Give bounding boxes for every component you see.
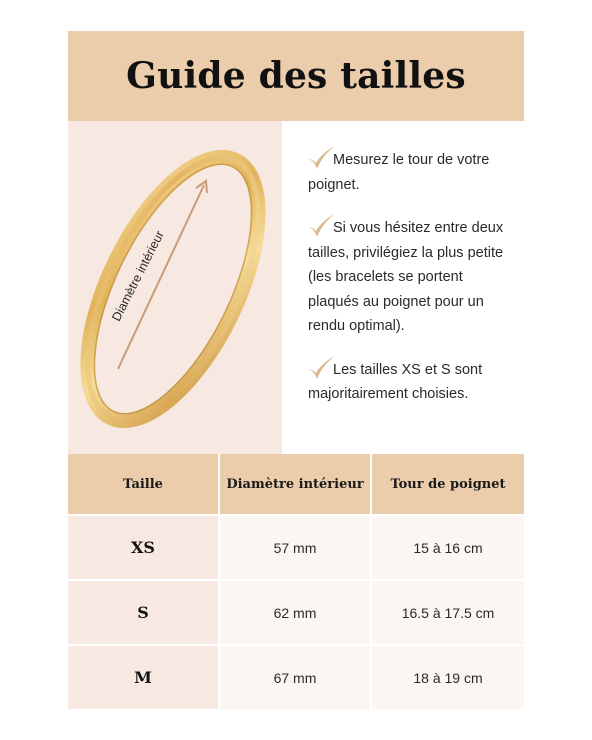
- diameter-label: Diamètre intérieur: [109, 228, 167, 324]
- size-table: [68, 454, 524, 711]
- diameter-value: 57 mm: [273, 539, 317, 556]
- diameter-value: 67 mm: [273, 669, 317, 686]
- size-label: XS: [131, 538, 155, 557]
- table-row: [68, 516, 524, 581]
- table-cell: [220, 646, 372, 711]
- check-icon: [306, 145, 336, 171]
- table-cell: [372, 516, 524, 581]
- bracelet-illustration: [68, 121, 282, 454]
- bracelet-image: [68, 121, 282, 454]
- header-diametre: Diamètre intérieur: [226, 476, 364, 492]
- wrist-value: 16.5 à 17.5 cm: [401, 604, 495, 621]
- header-taille: Taille: [123, 476, 163, 492]
- table-cell: [220, 516, 372, 581]
- tip-item: [308, 148, 514, 197]
- check-icon: [306, 355, 336, 381]
- table-cell: [68, 646, 220, 711]
- tips-panel: [282, 121, 524, 454]
- tip-item: [308, 358, 514, 407]
- table-header-row: [68, 454, 524, 516]
- tip-text: Mesurez le tour de votre poignet.: [308, 152, 490, 193]
- size-guide-card: [68, 31, 524, 711]
- tip-text: Si vous hésitez entre deux tailles, privilégiez la plus petite (les bracelets se portent plaqués au poignet pour un rendu optimal).: [308, 220, 504, 334]
- size-label: M: [134, 668, 152, 687]
- info-section: [68, 121, 524, 454]
- table-cell: [372, 646, 524, 711]
- wrist-value: 18 à 19 cm: [413, 669, 483, 686]
- table-header-cell: [68, 454, 220, 516]
- table-cell: [220, 581, 372, 646]
- check-icon: [306, 213, 336, 239]
- table-header-cell: [372, 454, 524, 516]
- table-row: [68, 581, 524, 646]
- table-cell: [68, 516, 220, 581]
- tip-text: Les tailles XS et S sont majoritairement choisies.: [308, 361, 483, 402]
- header-tour-poignet: Tour de poignet: [390, 476, 506, 492]
- table-cell: [372, 581, 524, 646]
- table-row: [68, 646, 524, 711]
- wrist-value: 15 à 16 cm: [413, 539, 483, 556]
- size-label: S: [137, 603, 149, 622]
- table-cell: [68, 581, 220, 646]
- tip-item: [308, 216, 514, 339]
- page-title: Guide des tailles: [126, 55, 466, 97]
- table-header-cell: [220, 454, 372, 516]
- diameter-value: 62 mm: [273, 604, 317, 621]
- header-banner: [68, 31, 524, 121]
